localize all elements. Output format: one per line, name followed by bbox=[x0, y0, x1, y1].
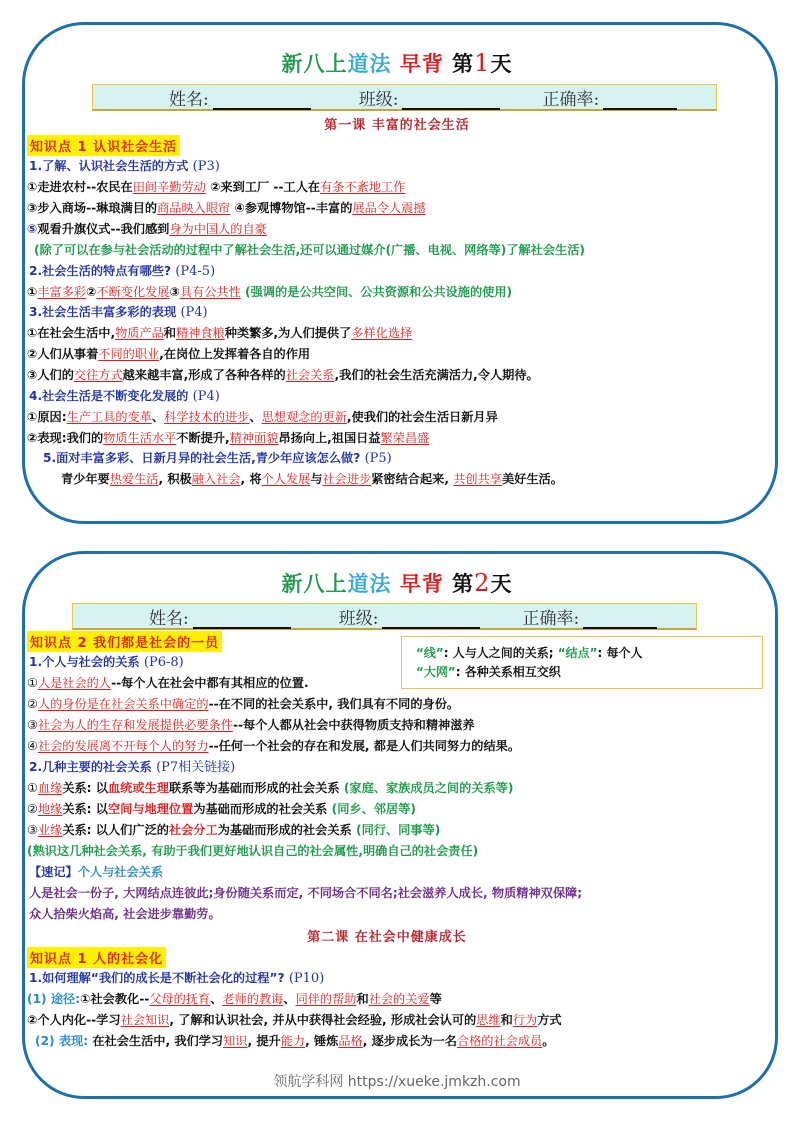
class-field[interactable]: 班级: bbox=[339, 604, 481, 629]
accuracy-field[interactable]: 正确率: bbox=[542, 85, 677, 110]
knowledge-point-badge: 知识点 1 人的社会化 bbox=[27, 947, 166, 968]
name-field[interactable]: 姓名: bbox=[149, 604, 291, 629]
question-heading: 3.社会生活丰富多彩的表现 (P4) bbox=[29, 305, 208, 320]
answer-line: (2) 表现: 在社会生活中, 我们学习知识, 提升能力, 锤炼品格, 逐步成长为一名合格的社会成员。 bbox=[35, 1034, 555, 1048]
answer-line: ①在社会生活中,物质产品和精神食粮种类繁多,为人们提供了多样化选择 bbox=[27, 326, 413, 340]
class-blank[interactable] bbox=[402, 92, 500, 110]
question-heading: 2.社会生活的特点有哪些? (P4-5) bbox=[29, 264, 216, 279]
mnemonic-line: 人是社会一份子, 大网结点连彼此;身份随关系而定, 不同场合不同名;社会滋养人成长, 物质精神双保障; bbox=[29, 886, 583, 900]
answer-line: ③步入商场--琳琅满目的商品映入眼帘 ④参观博物馆--丰富的展品令人震撼 bbox=[27, 201, 426, 215]
answer-line: ①原因:生产工具的变革、科学技术的进步、思想观念的更新,使我们的社会生活日新月异 bbox=[27, 410, 498, 424]
answer-line: 青少年要热爱生活, 积极融入社会, 将个人发展与社会进步紧密结合起来, 共创共享美好生活。 bbox=[61, 472, 563, 486]
knowledge-point-badge: 知识点 2 我们都是社会的一员 bbox=[27, 631, 222, 652]
answer-line: ②人的身份是在社会关系中确定的--在不同的社会关系中, 我们具有不同的身份。 bbox=[27, 697, 460, 711]
answer-line: (1) 途径:①社会教化--父母的抚育、老师的教诲、同伴的帮助和社会的关爱等 bbox=[27, 992, 442, 1006]
question-heading: 1.了解、认识社会生活的方式 (P3) bbox=[29, 159, 220, 174]
question-heading: 2.几种主要的社会关系 (P7相关链接) bbox=[29, 760, 236, 775]
knowledge-point-badge: 知识点 1 认识社会生活 bbox=[27, 135, 180, 156]
question-heading: 4.社会生活是不断变化发展的 (P4) bbox=[29, 389, 220, 404]
concept-note-box: “线”: 人与人之间的关系; “结点”: 每个人 “大网”: 各种关系相互交织 bbox=[401, 636, 763, 689]
note-line: (熟识这几种社会关系, 有助于我们更好地认识自己的社会属性,明确自己的社会责任) bbox=[27, 844, 479, 858]
class-field[interactable]: 班级: bbox=[359, 85, 501, 110]
accuracy-blank[interactable] bbox=[603, 92, 677, 110]
answer-line: ③社会为人的生存和发展提供必要条件--每个人都从社会中获得物质支持和精神滋养 bbox=[27, 718, 475, 732]
question-heading: 1.个人与社会的关系 (P6-8) bbox=[29, 655, 184, 670]
note-line: (除了可以在参与社会活动的过程中了解社会生活,还可以通过媒介(广播、电视、网络等)了解社会生活) bbox=[34, 243, 585, 257]
name-blank[interactable] bbox=[193, 611, 291, 629]
answer-line: ①血缘关系: 以血统或生理联系等为基础而形成的社会关系 (家庭、家族成员之间的关系等) bbox=[27, 781, 514, 795]
accuracy-field[interactable]: 正确率: bbox=[522, 604, 657, 629]
class-blank[interactable] bbox=[382, 611, 480, 629]
day2-info-bar bbox=[72, 603, 697, 630]
footer-watermark: 领航学科网 https://xueke.jmkzh.com bbox=[273, 1074, 521, 1090]
lesson-title: 第一课 丰富的社会生活 bbox=[324, 118, 470, 133]
answer-line: ③人们的交往方式越来越丰富,形成了各种各样的社会关系,我们的社会生活充满活力,令人期待。 bbox=[27, 368, 539, 382]
answer-line: ①人是社会的人--每个人在社会中都有其相应的位置. bbox=[27, 676, 309, 690]
answer-line: ①走进农村--农民在田间辛勤劳动 ②来到工厂 --工人在有条不紊地工作 bbox=[27, 180, 406, 194]
answer-line: ②表现:我们的物质生活水平不断提升,精神面貌昂扬向上,祖国日益繁荣昌盛 bbox=[27, 431, 430, 445]
question-heading: 1.如何理解“我们的成长是不断社会化的过程”? (P10) bbox=[29, 971, 325, 986]
question-heading: 5.面对丰富多彩、日新月异的社会生活,青少年应该怎么做? (P5) bbox=[43, 451, 392, 466]
name-blank[interactable] bbox=[213, 92, 311, 110]
answer-line: ①丰富多彩②不断变化发展③具有公共性 (强调的是公共空间、公共资源和公共设施的使用) bbox=[27, 285, 513, 299]
name-field[interactable]: 姓名: bbox=[169, 85, 311, 110]
lesson-title: 第二课 在社会中健康成长 bbox=[307, 930, 467, 945]
answer-line: ②地缘关系: 以空间与地理位置为基础而形成的社会关系 (同乡、邻居等) bbox=[27, 802, 416, 816]
answer-line: ③业缘关系: 以人们广泛的社会分工为基础而形成的社会关系 (同行、同事等) bbox=[27, 823, 441, 837]
day2-title: 新八上道法 早背 第2天 bbox=[281, 569, 513, 597]
answer-line: ④社会的发展离不开每个人的努力--任何一个社会的存在和发展, 都是人们共同努力的结果。 bbox=[27, 739, 521, 753]
answer-line: ②个人内化--学习社会知识, 了解和认识社会, 并从中获得社会经验, 形成社会认可的思维和行为方式 bbox=[27, 1013, 562, 1027]
accuracy-blank[interactable] bbox=[583, 611, 657, 629]
mnemonic-heading: 【速记】个人与社会关系 bbox=[29, 865, 164, 879]
answer-line: ②人们从事着不同的职业,在岗位上发挥着各自的作用 bbox=[27, 347, 311, 361]
mnemonic-line: 众人拾柴火焰高, 社会进步靠勤劳。 bbox=[29, 907, 221, 921]
day1-title: 新八上道法 早背 第1天 bbox=[281, 49, 513, 77]
day1-info-bar bbox=[92, 84, 717, 111]
answer-line: ⑤观看升旗仪式--我们感到身为中国人的自豪 bbox=[27, 222, 267, 236]
